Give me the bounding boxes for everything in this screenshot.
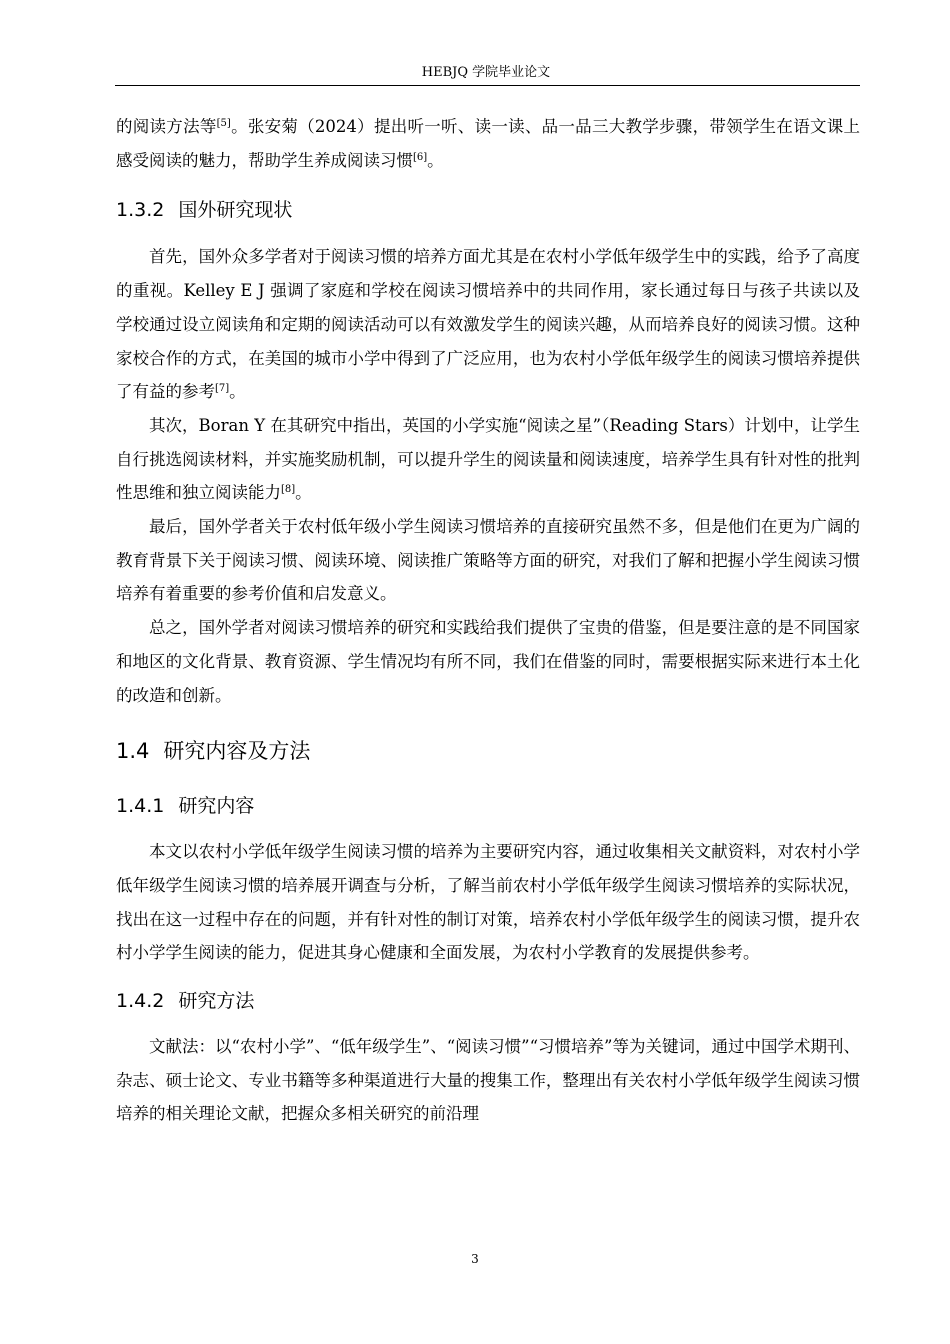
paragraph-foreign-research-2: 其次，Boran Y 在其研究中指出，英国的小学实施“阅读之星”（Reading Stars）计划中，让学生自行挑选阅读材料，并实施奖励机制，可以提升学生的阅读量和阅读速度，培养学生具有针对性的批判性思维和独立阅读能力[8]。 (116, 415, 860, 503)
paragraph-foreign-research-4: 总之，国外学者对阅读习惯培养的研究和实践给我们提供了宝贵的借鉴，但是要注意的是不同国家和地区的文化背景、教育资源、学生情况均有所不同，我们在借鉴的同时，需要根据实际来进行本土化的改造和创新。 (116, 618, 860, 705)
citation-ref: [8] (281, 484, 296, 496)
page-content (116, 110, 860, 1131)
paragraph-research-content: 本文以农村小学低年级学生阅读习惯的培养为主要研究内容，通过收集相关文献资料，对农村小学低年级学生阅读习惯的培养展开调查与分析，了解当前农村小学低年级学生阅读习惯培养的实际状况，找出在这一过程中存在的问题，并有针对性的制订对策，培养农村小学低年级学生的阅读习惯，提升农村小学学生阅读的能力，促进其身心健康和全面发展，为农村小学教育的发展提供参考。 (116, 842, 860, 963)
header-rule (115, 85, 860, 86)
section-heading-1-4: 1.4 研究内容及方法 (116, 739, 311, 764)
paragraph-research-method: 文献法：以“农村小学”、“低年级学生”、“阅读习惯”“习惯培养”等为关键词，通过中国学术期刊、杂志、硕士论文、专业书籍等多种渠道进行大量的搜集工作，整理出有关农村小学低年级学生阅读习惯培养的相关理论文献，把握众多相关研究的前沿理 (116, 1037, 860, 1124)
citation-ref: [5] (216, 118, 231, 129)
section-heading-1-4-2: 1.4.2 研究方法 (116, 990, 255, 1013)
paragraph-foreign-research-3: 最后，国外学者关于农村低年级小学生阅读习惯培养的直接研究虽然不多，但是他们在更为广阔的教育背景下关于阅读习惯、阅读环境、阅读推广策略等方面的研究，对我们了解和把握小学生阅读习惯培养有着重要的参考价值和启发意义。 (116, 517, 860, 604)
paragraph-continuation: 的阅读方法等[5]。张安菊（2024）提出听一听、读一读、品一品三大教学步骤，带领学生在语文课上感受阅读的魅力，帮助学生养成阅读习惯[6]。 (116, 117, 860, 170)
page-header: HEBJQ 学院毕业论文 (421, 65, 551, 80)
citation-ref: [7] (215, 383, 230, 395)
section-heading-1-3-2: 1.3.2 国外研究现状 (116, 199, 293, 222)
citation-ref: [6] (413, 151, 428, 163)
page-number: 3 (471, 1252, 479, 1266)
section-heading-1-4-1: 1.4.1 研究内容 (116, 795, 255, 818)
paragraph-foreign-research-1: 首先，国外众多学者对于阅读习惯的培养方面尤其是在农村小学低年级学生中的实践，给予了高度的重视。Kelley E J 强调了家庭和学校在阅读习惯培养中的共同作用，家长通过每日与孩子共读以及学校通过设立阅读角和定期的阅读活动可以有效激发学生的阅读兴趣，从而培养良好的阅读习惯。这种家校合作的方式，在美国的城市小学中得到了广泛应用，也为农村小学低年级学生的阅读习惯培养提供了有益的参考[7]。 (116, 247, 860, 402)
